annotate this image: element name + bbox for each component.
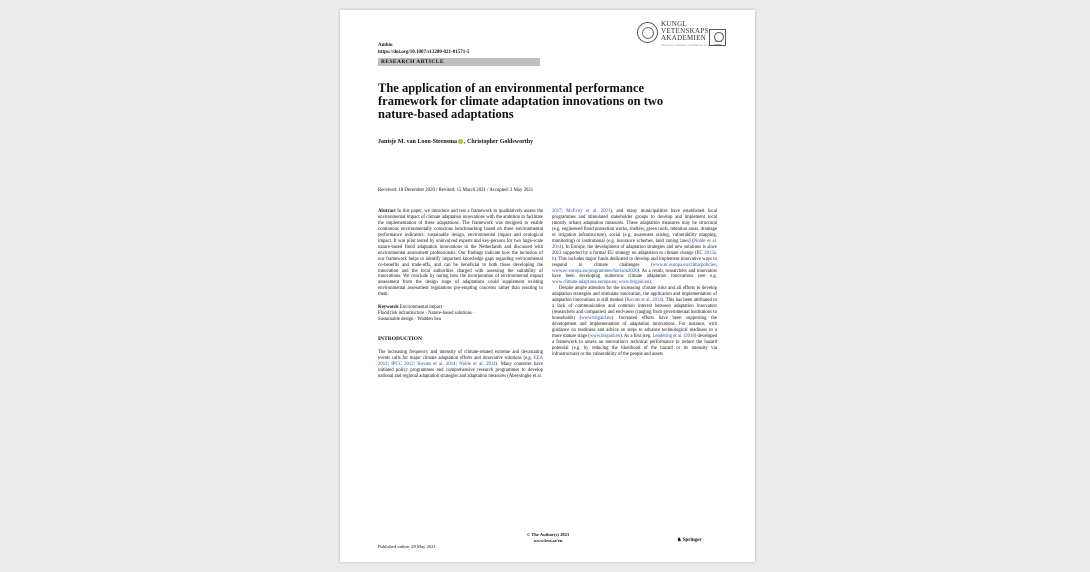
keywords: Keywords Environmental impact · Flood risk infrastructure · Nature-based solutions · Sustainable design · Wadden Sea [378,305,475,323]
url-link[interactable]: www.ec.europa.eu/clima/policies [652,262,716,268]
copyright-text: © The Author(s) 2021 [526,532,570,537]
keywords-label: Keywords [378,305,399,311]
article-type-banner: RESEARCH ARTICLE [378,58,540,66]
abstract-label: Abstract [378,209,396,214]
author-first[interactable]: Jantsje M. van Loon-Steensma [378,139,457,145]
article-title: The application of an environmental performance framework for climate adaptation innovations on two nature-based adaptations [378,81,664,121]
journal-name: Ambio [378,43,393,48]
body-paragraph-2: Despite ample attention for the increasing climate risks and all efforts to develop adaptation strategies and stimulate innovation, the application and implementation of adaptation innovations is still modest (Kovats et al. 2014). This has been attributed to a lack of communication and common interest between adaptation innovators (researchers and companies) and end-users (ranging from governmental institutions to households) (www.brigaid.eu). Increased efforts have been supporting the development and implementation of adaptation innovations. For instance, with guidance on readiness and advice on steps to advance technological readiness to a more mature stage (www.brigaid.eu). As a first step, Lendering et al. (2018) developed a framework to assess an innovation's technical performance to reduce the hazard potential (e.g. by reducing the likelihood of the hazard or its intensity via infrastructure) or the vulnerability of the people and assets [552,286,717,357]
ref-link[interactable]: Kovats et al. 2014 [417,362,456,368]
ref-link[interactable]: McEvoy et al. 2021 [566,209,611,214]
url-link[interactable]: www.ec.europa.eu/programmes/horizon2020 [552,268,638,274]
ref-link[interactable]: 2013a, b [552,250,717,262]
ref-link[interactable]: IPCC 2012 [391,362,414,368]
kva-logo-text: KUNGL VETENSKAPS AKADEMIEN [661,20,709,43]
copyright-block [508,532,588,544]
ref-link[interactable]: Noble et al. 2014 [552,238,717,250]
url-link[interactable]: www.climate-adapt.eea.europa.eu [552,280,617,286]
kva-crest-icon [637,22,658,43]
author-list [378,139,533,145]
ref-link[interactable]: Lendering et al. (2018) [652,334,697,340]
ref-link[interactable]: Noble et al. 2014 [459,362,496,368]
abstract-text: In this paper, we introduce and test a framework to qualitatively assess the environmental impact of climate adaptation innovations with the ambition to facilitate the implementation of these adaptations. The framework was designed to enable continuous environmentally conscious benchmarking based on three environmental performance indicators: sustainable design, environmental impact and ecological impact. It was pilot tested by uninvolved experts and key-persons for two large-scale nature-based flood adaptation innovations in the Netherlands and discussed with environmental assessment professionals. Our findings indicate how the inclusion of our framework helps to identify important knowledge gaps regarding environmental co-benefits and trade-offs, and can be beneficial to both those developing the innovation and the local authorities charged with assessing the suitability of innovations. We conclude by noting how the incorporation of environmental impact assessment from the design stage of adaptations could supplement existing environmental assessment regulations pre-empting concerns rather than reacting to them. [378,209,544,298]
check-for-updates-badge[interactable]: Check for updates [709,29,726,46]
abstract [378,209,543,298]
author-second[interactable]: , Christopher Goldsworthy [464,139,534,145]
published-date: Published online: 28 May 2021 [378,544,436,549]
ref-link[interactable]: EEA 2012 [378,356,543,368]
url-link[interactable]: www.brigaid.eu [618,280,650,286]
url-link[interactable]: www.brigaid.eu [589,334,621,340]
paper-page [340,10,755,562]
kva-tagline: THE ROYAL SWEDISH ACADEMY OF SCIENCES [661,44,716,47]
orcid-icon[interactable] [458,139,463,144]
intro-paragraph: The increasing frequency and intensity of climate-related extreme and devastating events calls for major climate adaptation efforts and innovative solutions (e.g. EEA 2012; IPCC 2012; Kovats et al. 2014; Noble et al. 2014). Many countries have initiated policy programmes and comprehensive research programmes to develop national and regional adaptation strategies and adaptation measures (Abeysinghe et al. [378,350,544,379]
kva-website-link[interactable]: www.kva.se/en [533,538,563,543]
body-paragraph-1: 2017; McEvoy et al. 2021), and many municipalities have established local programmes and stimulated stakeholder groups to develop and implement local (mostly urban) adaptation measures. These adaptation measures may be structural (e.g. engineered flood protection works, shelters, green roofs, retention areas, drainage or irrigation infrastructure), social (e.g. awareness raising, vulnerability mapping, monitoring) or institutional (e.g. insurance schemes, land zoning laws) (Noble et al. 2014). In Europe, the development of adaptation strategies and new solutions is since 2013 supported by a formal EU strategy on adaptation to climate change (EC 2013a, b). This includes major funds dedicated to develop and implement innovative ways to respond to climate challenges (www.ec.europa.eu/clima/policies, www.ec.europa.eu/programmes/horizon2020). As a result, researchers and innovators have been developing numerous climate adaptation innovations (see e.g. www.climate-adapt.eea.europa.eu; www.brigaid.eu). [552,209,717,286]
doi-link[interactable]: https://doi.org/10.1007/s13280-021-01571-5 [378,49,470,55]
springer-horse-icon: ♞ [677,538,682,543]
ref-link[interactable]: 2017 [552,209,562,214]
springer-logo: ♞ Springer [677,538,702,543]
url-link[interactable]: www.brigaid.eu [581,316,612,322]
kva-logo [637,20,729,52]
article-dates: Received: 18 December 2020 / Revised: 15 March 2021 / Accepted: 3 May 2021 [378,188,534,193]
ref-link[interactable]: Kovats et al. 2014 [626,298,662,304]
intro-heading: INTRODUCTION [378,336,423,343]
right-column [552,209,717,358]
left-column [378,209,543,380]
journal-meta [378,43,469,56]
